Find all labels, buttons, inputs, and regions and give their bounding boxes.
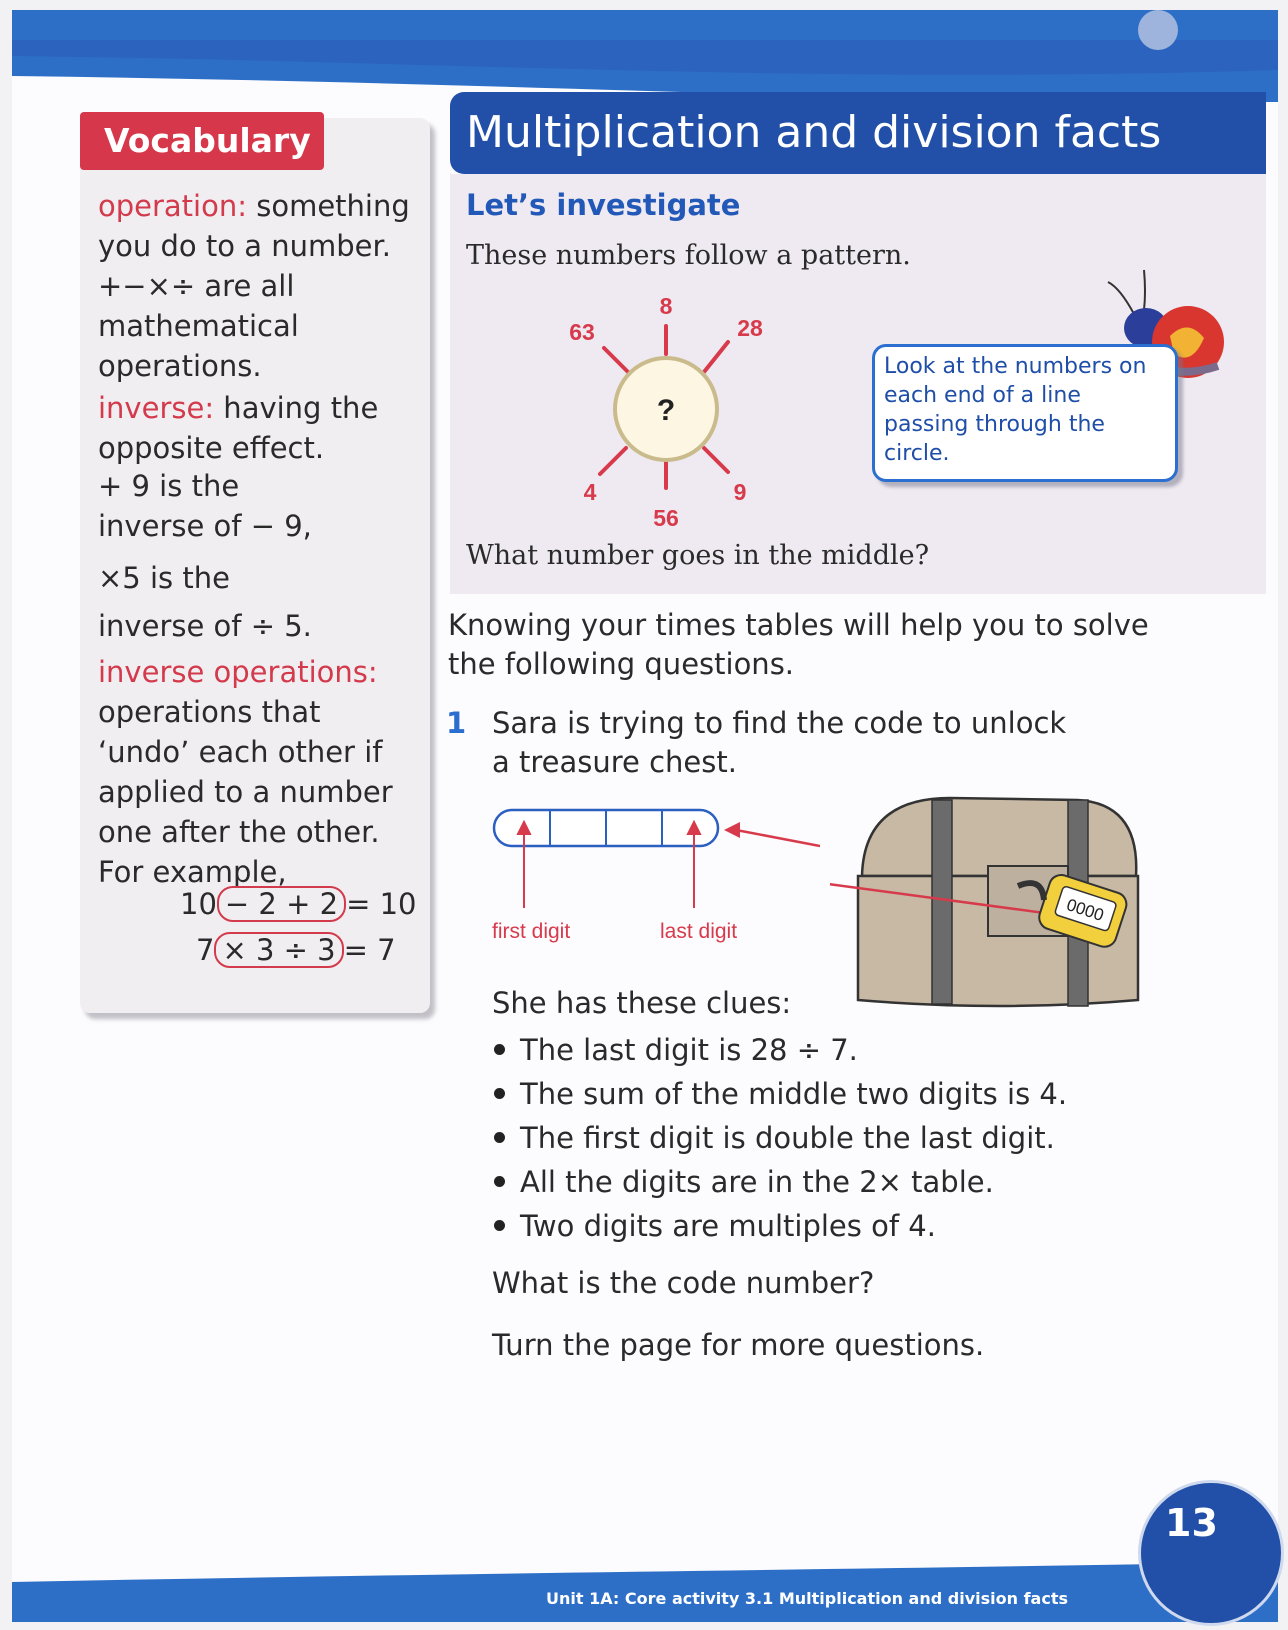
bottom-decorative-band — [12, 1552, 1278, 1622]
clue-item — [492, 1028, 1067, 1072]
vocab-operation — [98, 186, 418, 386]
investigate-intro: These numbers follow a pattern. — [466, 240, 911, 271]
code-question: What is the code number? — [492, 1266, 875, 1300]
vocab-inverse-operations — [98, 652, 418, 892]
tip-text: Look at the numbers on each end of a line passing through the circle. — [884, 354, 1147, 466]
clue-item — [492, 1116, 1067, 1160]
eq1-start: 10 — [180, 887, 217, 921]
eq1-result: = 10 — [346, 887, 417, 921]
number-bottom: 56 — [653, 505, 679, 531]
question-number: 1 — [446, 706, 467, 740]
eq2-boxed: × 3 ÷ 3 — [214, 932, 343, 968]
number-bottom-left: 4 — [583, 479, 597, 505]
clue-item — [492, 1160, 1067, 1204]
turn-page-note: Turn the page for more questions. — [492, 1328, 985, 1362]
vocab-term-inverse: inverse: — [98, 391, 215, 425]
bullet-icon — [494, 1220, 505, 1231]
clue-text: The sum of the middle two digits is 4. — [520, 1077, 1068, 1111]
number-top: 8 — [659, 293, 673, 319]
bullet-icon — [494, 1044, 505, 1055]
investigate-heading: Let’s investigate — [466, 188, 741, 222]
page-title: Multiplication and division facts — [450, 92, 1266, 174]
eq2-start: 7 — [196, 933, 215, 967]
question-text: Sara is trying to find the code to unlock a treasure chest. — [492, 706, 1067, 779]
vocab-def-operation: something you do to a number. +−×÷ are all mathematical operations. — [98, 189, 410, 383]
clue-text: All the digits are in the 2× table. — [520, 1165, 994, 1199]
number-pattern-diagram — [560, 288, 780, 538]
vocab-inverse — [98, 388, 418, 468]
vocab-def-inverse-operations: operations that ‘undo’ each other if applied to a number one after the other. For example, — [98, 695, 393, 889]
vocab-term-inverse-operations: inverse operations: — [98, 655, 378, 689]
clues-intro: She has these clues: — [492, 986, 792, 1020]
bullet-icon — [494, 1132, 505, 1143]
number-bottom-right: 9 — [733, 479, 747, 505]
number-top-right: 28 — [737, 315, 763, 341]
vocab-inverse-example-2: ×5 is the inverse of ÷ 5. — [98, 561, 312, 643]
example-equation-1 — [180, 886, 416, 922]
page-number: 13 — [1165, 1501, 1218, 1545]
clue-text: The first digit is double the last digit. — [520, 1121, 1055, 1155]
vocab-inverse-example-1: + 9 is the inverse of − 9, — [98, 469, 312, 543]
number-top-left: 63 — [569, 319, 595, 345]
center-question-mark: ? — [656, 394, 676, 427]
clues-list — [492, 1028, 1067, 1248]
clue-item — [492, 1204, 1067, 1248]
lock-code-display: 0000 — [1064, 895, 1107, 925]
eq2-result: = 7 — [343, 933, 396, 967]
clue-text: Two digits are multiples of 4. — [520, 1209, 936, 1243]
investigate-question: What number goes in the middle? — [466, 540, 930, 571]
bullet-icon — [494, 1176, 505, 1187]
eq1-boxed: − 2 + 2 — [217, 886, 346, 922]
clue-text: The last digit is 28 ÷ 7. — [520, 1033, 858, 1067]
code-digit-boxes — [490, 796, 820, 956]
vocab-def-inverse: having the opposite effect. — [98, 391, 379, 465]
page-number-badge — [1138, 1480, 1284, 1626]
bullet-icon — [494, 1088, 505, 1099]
vocabulary-heading: Vocabulary — [80, 112, 324, 170]
last-digit-label: last digit — [660, 920, 738, 943]
clue-item — [492, 1072, 1067, 1116]
example-equation-2 — [196, 932, 396, 968]
first-digit-label: first digit — [492, 920, 571, 943]
times-tables-intro: Knowing your times tables will help you to solve the following questions. — [448, 608, 1149, 681]
vocab-term-operation: operation: — [98, 189, 248, 223]
footer-unit-text: Unit 1A: Core activity 3.1 Multiplication and division facts — [546, 1589, 1068, 1608]
treasure-chest-illustration — [830, 790, 1150, 1020]
